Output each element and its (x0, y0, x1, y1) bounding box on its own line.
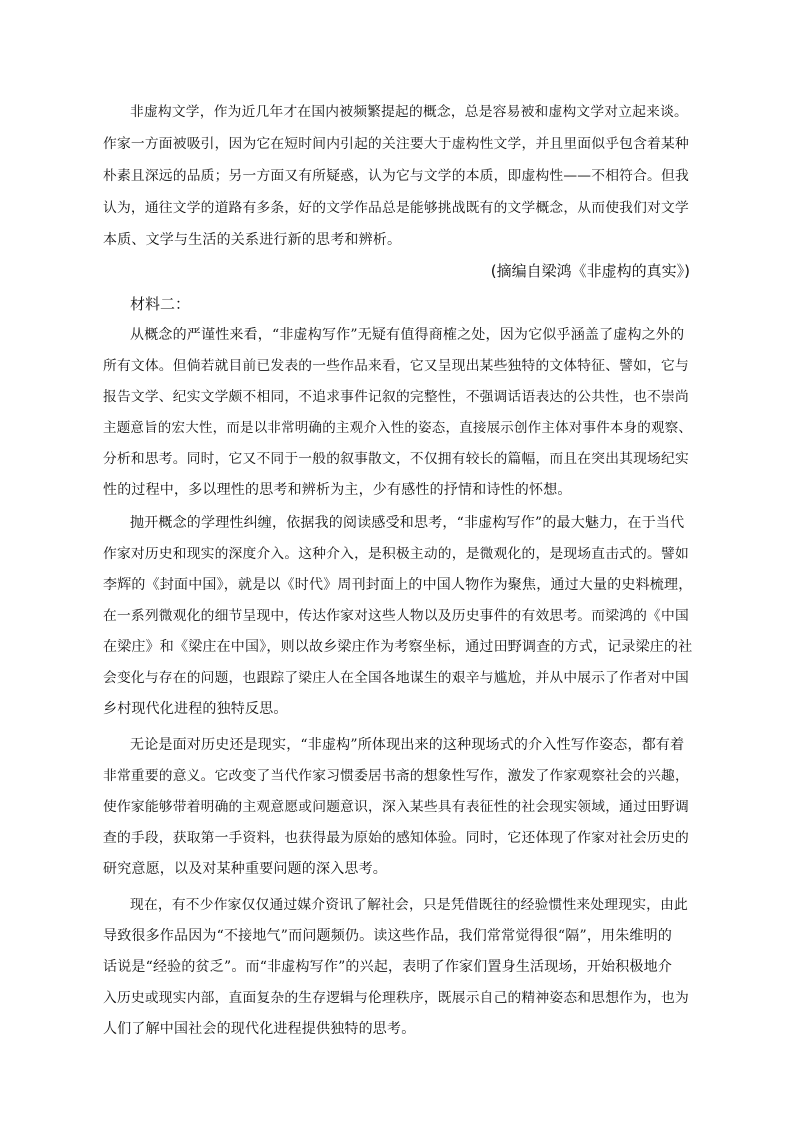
p1-line-5: 分析和思考。同时，它又不同于一般的叙事散文，不仅拥有较长的篇幅，而且在突出其现场纪实 (103, 451, 689, 467)
p2-line-4: 在一系列微观化的细节呈现中，传达作家对这些人物以及历史事件的有效思考。而梁鸿的《中国 (103, 608, 689, 624)
material1-line-1: 非虚构文学，作为近几年才在国内被频繁提起的概念，总是容易被和虚构文学对立起来谈。 (130, 104, 689, 120)
material1-source: (摘编自梁鸿《非虚构的真实》) (490, 262, 690, 280)
p3-line-1: 无论是面对历史还是现实，“非虚构”所体现出来的这种现场式的介入性写作姿态，都有着 (130, 737, 685, 753)
p2-line-6: 会变化与存在的问题，也跟踪了梁庄人在全国各地谋生的艰辛与尴尬，并从中展示了作者对中国 (103, 670, 689, 686)
p1-line-4: 主题意旨的宏大性，而是以非常明确的主观介入性的姿态，直接展示创作主体对事件本身的观察、 (103, 420, 693, 436)
p1-line-3: 报告文学、纪实文学颇不相同，不追求事件记叙的完整性，不强调话语表达的公共性，也不崇尚 (103, 389, 689, 405)
material1-line-5: 本质、文学与生活的关系进行新的思考和辨析。 (103, 232, 402, 248)
material1-line-2: 作家一方面被吸引，因为它在短时间内引起的关注要大于虚构性文学，并且里面似乎包含着某种 (103, 136, 689, 152)
material2-heading: 材料二： (130, 295, 191, 313)
p2-line-1: 抛开概念的学理性纠缠，依据我的阅读感受和思考，“非虚构写作”的最大魅力，在于当代 (130, 515, 685, 531)
p3-line-4: 查的手段，获取第一手资料，也获得最为原始的感知体验。同时，它还体现了作家对社会历史的 (103, 830, 689, 846)
material1-line-3: 朴素且深远的品质；另一方面又有所疑惑，认为它与文学的本质，即虚构性——不相符合。但我 (103, 168, 689, 184)
p2-line-7: 乡村现代化进程的独特反思。 (103, 701, 288, 717)
p4-line-3: 话说是“经验的贫乏”。而“非虚构写作”的兴起，表明了作家们置身生活现场，开始积极地介 (103, 959, 673, 975)
p2-line-5: 在梁庄》和《梁庄在中国》，则以故乡梁庄作为考察坐标，通过田野调查的方式，记录梁庄的社 (103, 639, 693, 655)
p1-line-6: 性的过程中，多以理性的思考和辨析为主，少有感性的抒情和诗性的怀想。 (103, 482, 572, 498)
p4-line-2: 导致很多作品因为“不接地气”而问题频仍。读这些作品，我们常常觉得很“隔”，用朱维明的 (103, 928, 673, 944)
material1-line-4: 认为，通往文学的道路有多条，好的文学作品总是能够挑战既有的文学概念，从而使我们对文学 (103, 200, 689, 216)
p1-line-1: 从概念的严谨性来看，“非虚构写作”无疑有值得商榷之处，因为它似乎涵盖了虚构之外的 (130, 327, 685, 343)
p3-line-2: 非常重要的意义。它改变了当代作家习惯委居书斋的想象性写作，激发了作家观察社会的兴趣， (103, 768, 689, 784)
p2-line-2: 作家对历史和现实的深度介入。这种介入，是积极主动的，是微观化的，是现场直击式的。譬如 (103, 546, 689, 562)
p4-line-4: 入历史或现实内部，直面复杂的生存逻辑与伦理秩序，既展示自己的精神姿态和思想作为，也为 (103, 990, 689, 1006)
p3-line-5: 研究意愿，以及对某种重要问题的深入思考。 (103, 861, 387, 877)
p2-line-3: 李辉的《封面中国》，就是以《时代》周刊封面上的中国人物作为聚焦，通过大量的史料梳理， (103, 577, 693, 593)
p3-line-3: 使作家能够带着明确的主观意愿或问题意识，深入某些具有表征性的社会现实领域，通过田野调 (103, 799, 689, 815)
p4-line-1: 现在，有不少作家仅仅通过媒介资讯了解社会，只是凭借既往的经验惯性来处理现实，由此 (130, 897, 689, 913)
p1-line-2: 所有文体。但倘若就目前已发表的一些作品来看，它又呈现出某些独特的文体特征、譬如，它与 (103, 358, 689, 374)
p4-line-5: 人们了解中国社会的现代化进程提供独特的思考。 (103, 1021, 416, 1037)
